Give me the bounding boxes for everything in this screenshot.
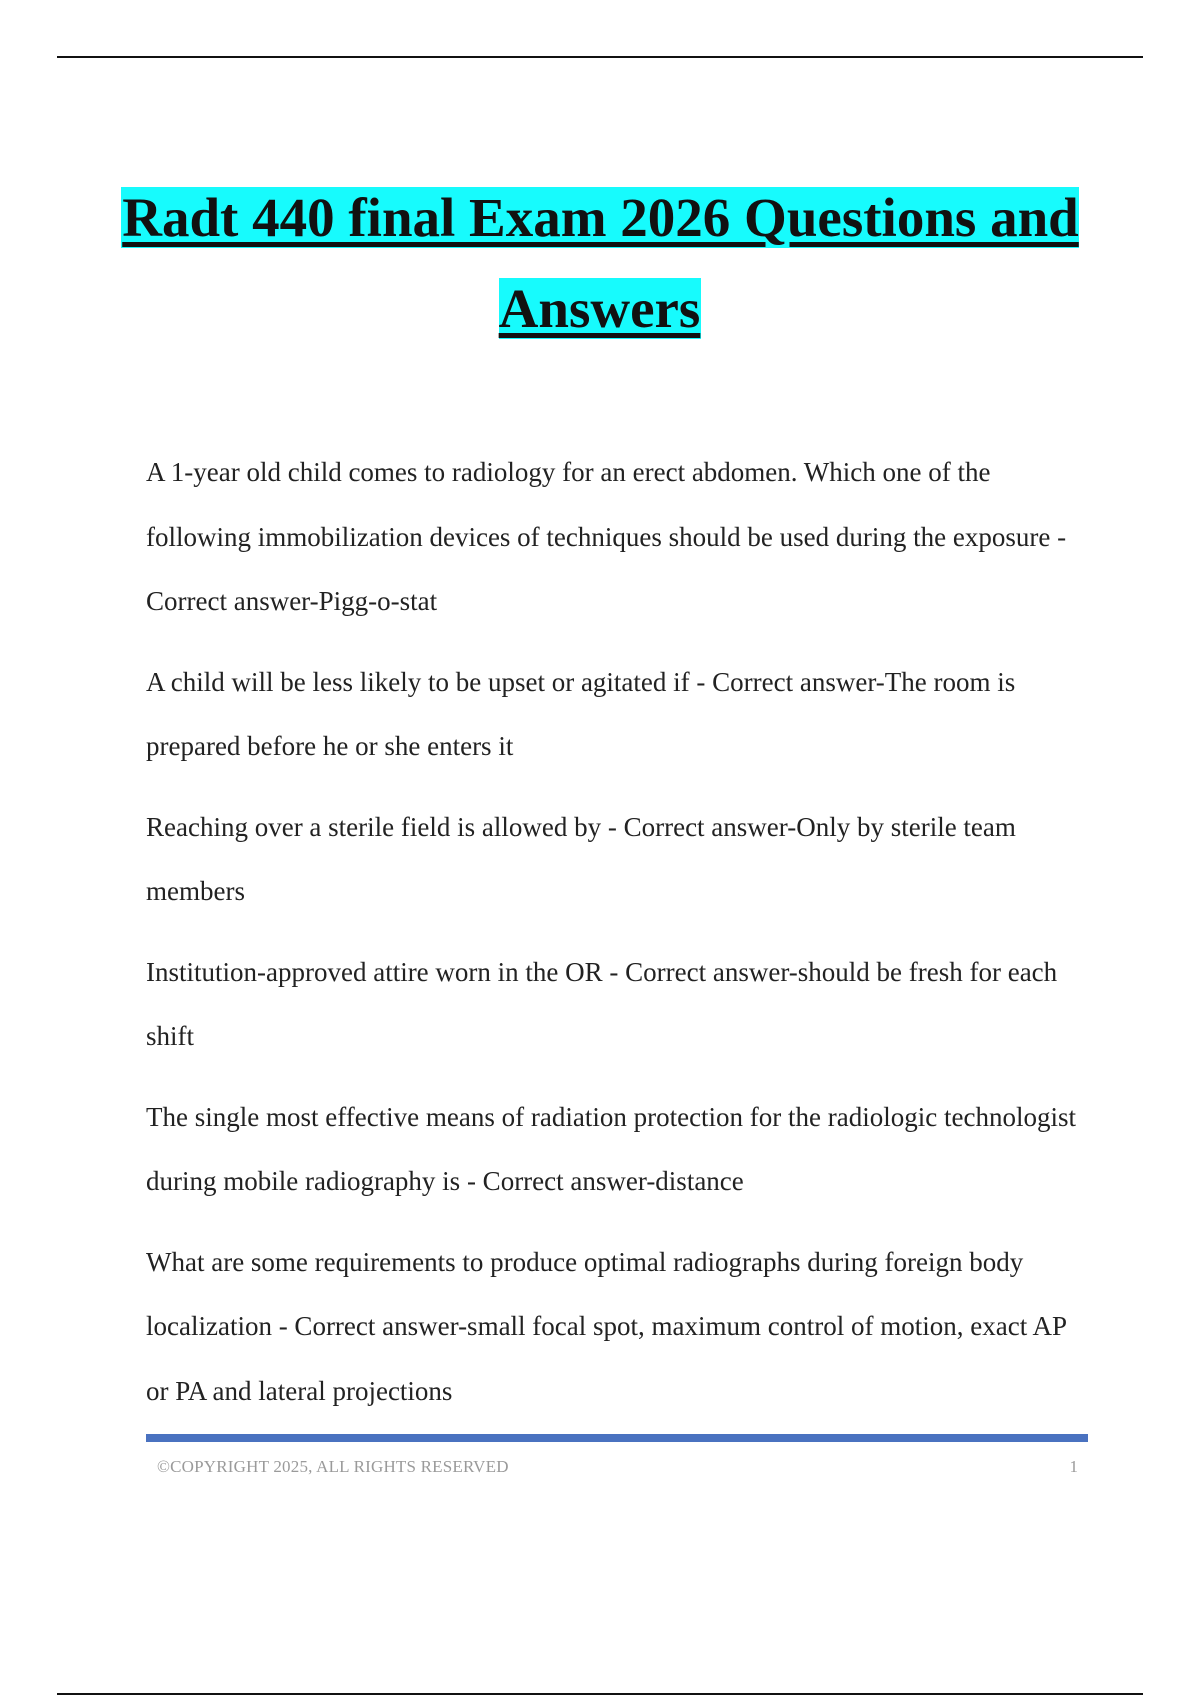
top-rule [57, 56, 1143, 58]
question-item: A child will be less likely to be upset or agitated if - Correct answer-The room is prepared before he or she enters it [146, 666, 1016, 761]
question-item: Institution-approved attire worn in the OR - Correct answer-should be fresh for each shift [146, 956, 1058, 1051]
document-title-text: Radt 440 final Exam 2026 Questions and Answers [122, 187, 1079, 339]
question-item: A 1-year old child comes to radiology for an erect abdomen. Which one of the following immobilization devices of techniques should be used during the exposure - Correct answer-Pigg-o-stat [146, 457, 1067, 616]
question-item: What are some requirements to produce optimal radiographs during foreign body localization - Correct answer-small focal spot, maximum control of motion, exact AP or PA and lateral projections [146, 1246, 1066, 1406]
copyright-notice: ©COPYRIGHT 2025, ALL RIGHTS RESERVED [157, 1457, 509, 1476]
footer-bar [146, 1434, 1088, 1442]
question-list [146, 440, 1086, 1439]
page-number: 1 [1069, 1457, 1078, 1476]
question-item: The single most effective means of radiation protection for the radiologic technologist during mobile radiography is - Correct answer-distance [146, 1101, 1076, 1196]
bottom-rule [57, 1693, 1143, 1695]
document-title [100, 172, 1100, 354]
question-item: Reaching over a sterile field is allowed by - Correct answer-Only by sterile team members [146, 811, 1016, 906]
